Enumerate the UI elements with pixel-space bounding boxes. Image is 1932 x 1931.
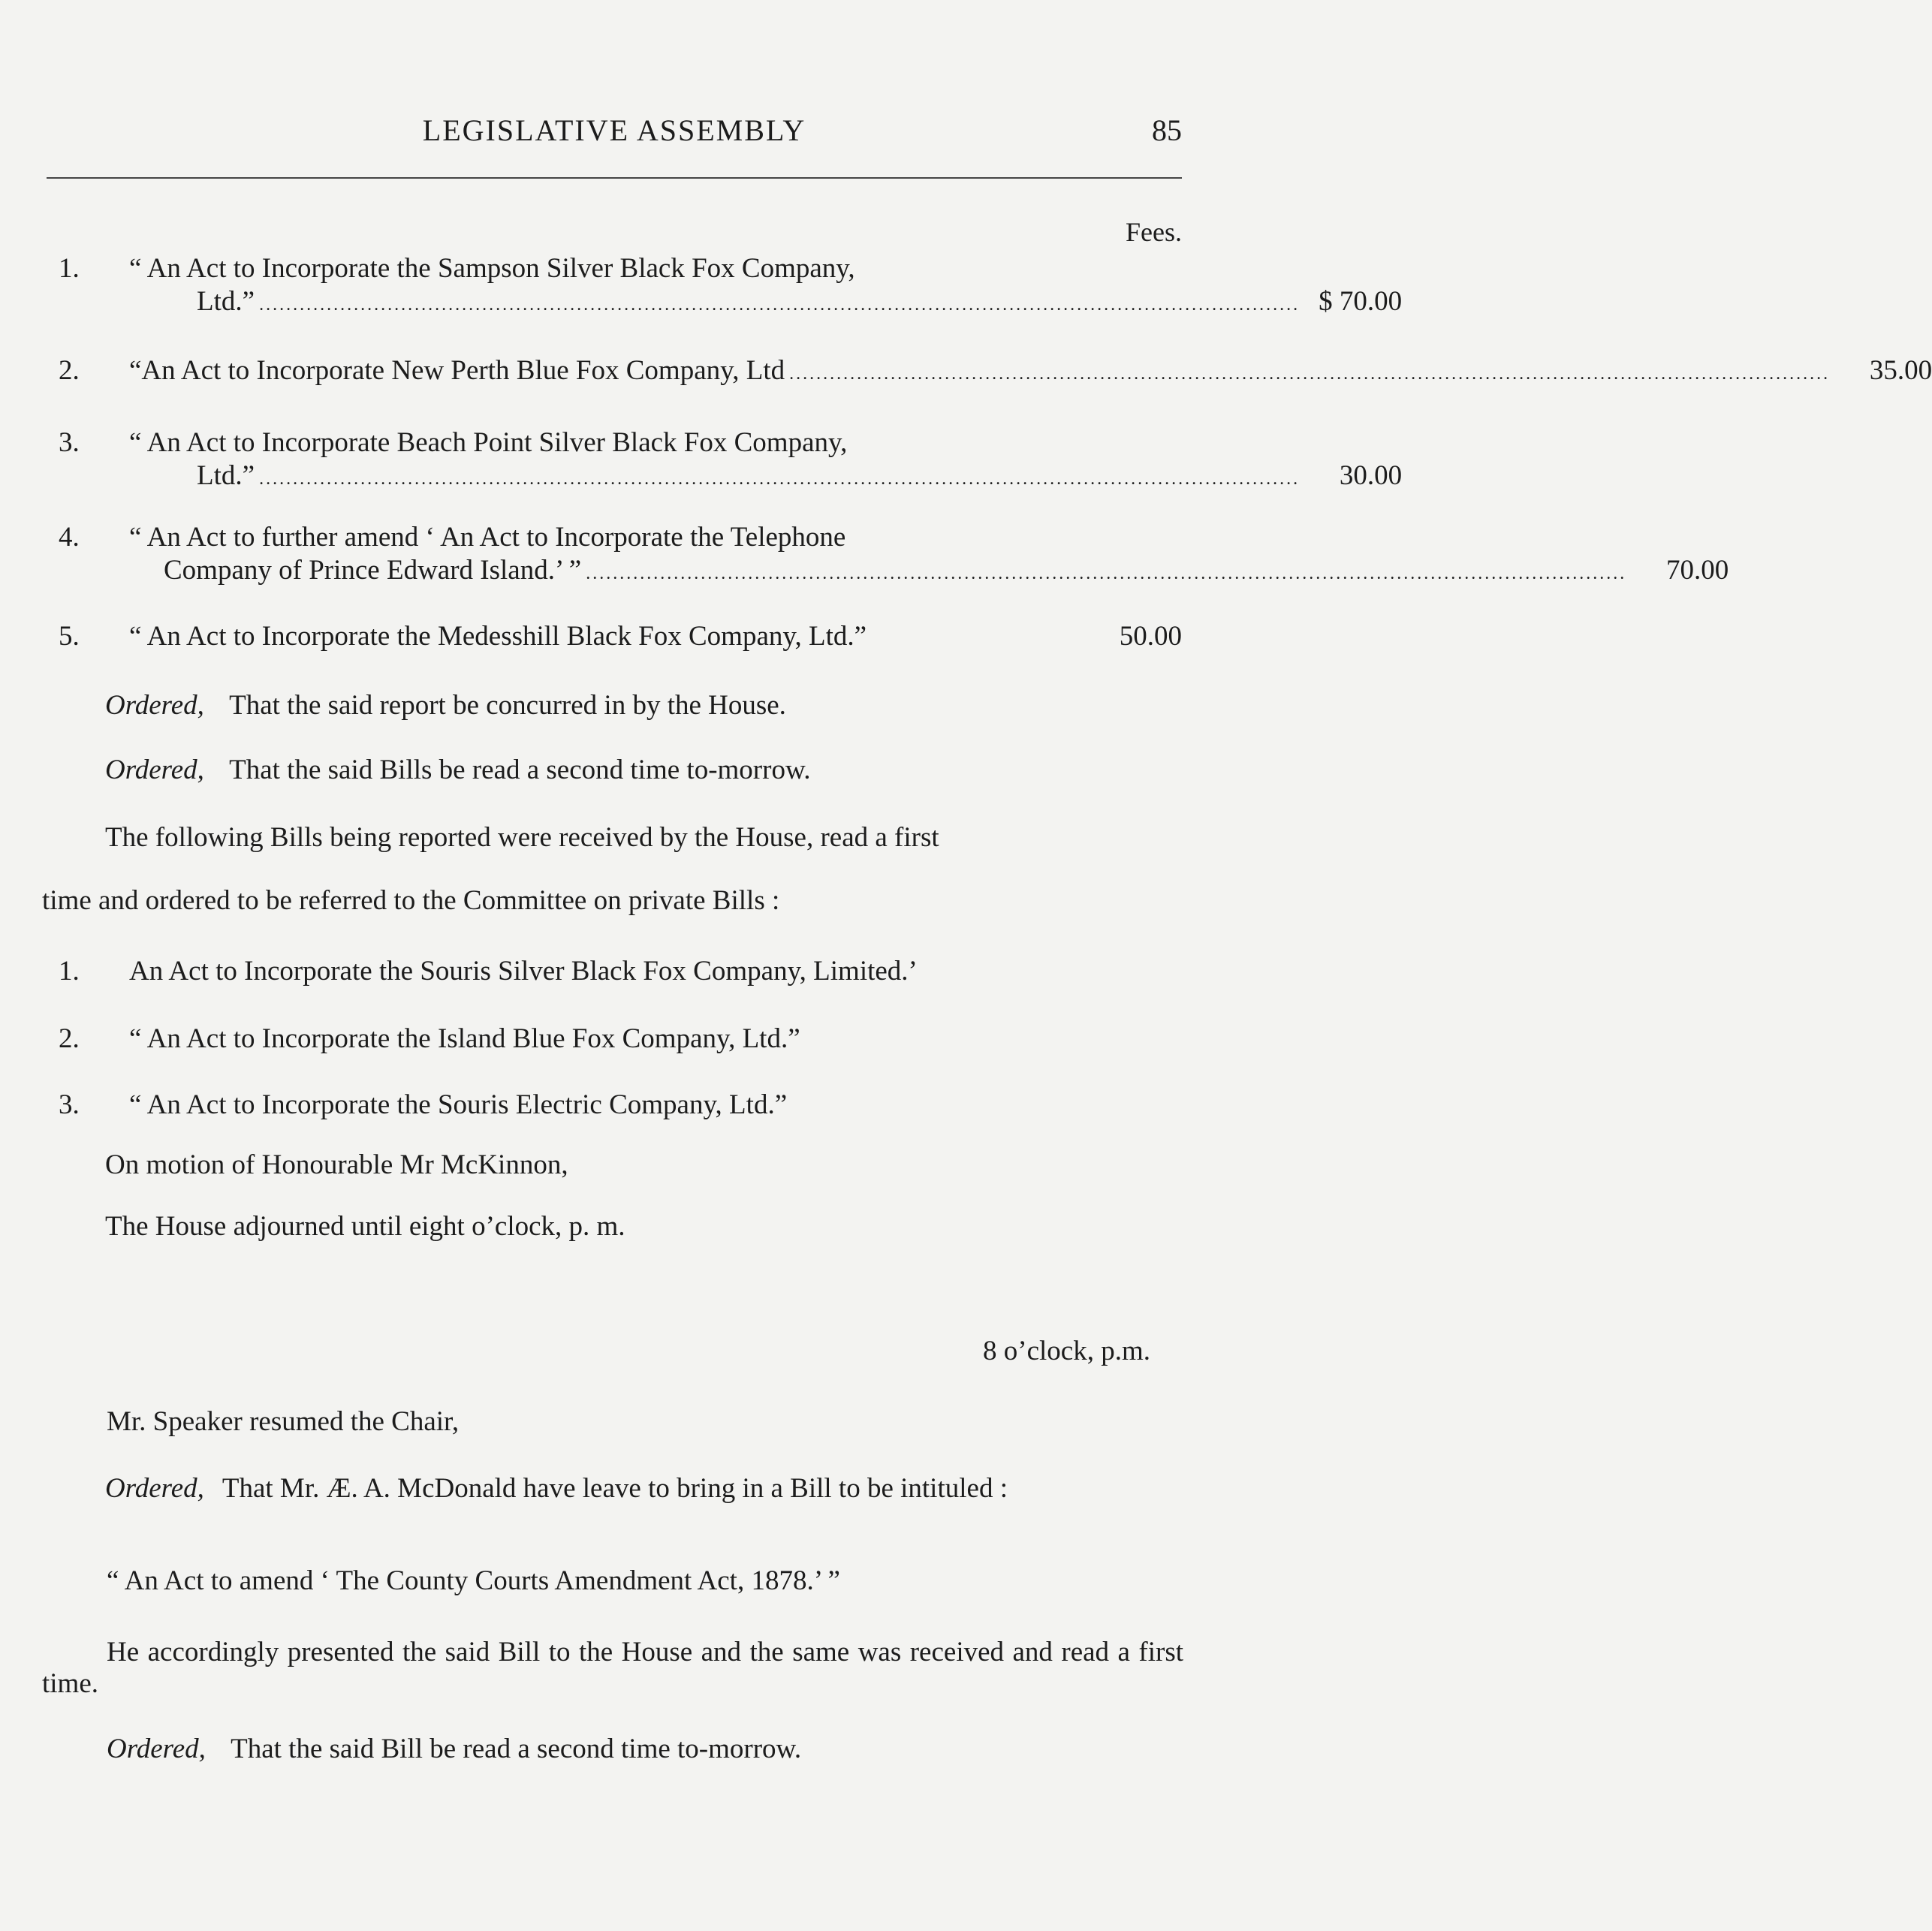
dot-leader: .......................................................................................................................................................... bbox=[586, 564, 1627, 583]
bill-title-cont: Company of Prince Edward Island.’ ” bbox=[164, 555, 582, 586]
time-stamp: 8 o’clock, p.m. bbox=[983, 1336, 1150, 1366]
ordered-text: That the said Bills be read a second time to-morrow. bbox=[229, 755, 811, 785]
dot-leader: .......................................................................................................................................................... bbox=[259, 295, 1301, 315]
fees-heading: Fees. bbox=[1126, 217, 1182, 247]
dot-leader: .......................................................................................................................................................... bbox=[259, 469, 1301, 489]
bill-title: “ An Act to Incorporate the Island Blue Fox Company, Ltd.” bbox=[129, 1023, 800, 1054]
ordered-label: Ordered, bbox=[107, 1734, 206, 1764]
referred-bill-2 bbox=[59, 1023, 800, 1055]
ordered-text: That the said Bill be read a second time to-morrow. bbox=[231, 1734, 802, 1764]
ordered-leave-paragraph bbox=[42, 1473, 1183, 1505]
presented-paragraph bbox=[42, 1637, 1183, 1700]
bill-fee: 50.00 bbox=[1119, 621, 1182, 652]
bill-number: 2. bbox=[59, 1023, 80, 1054]
bill-fee: 30.00 bbox=[1339, 460, 1403, 491]
bill-title: “An Act to Incorporate New Perth Blue Fox Company, Ltd bbox=[129, 355, 785, 386]
header-title: LEGISLATIVE ASSEMBLY bbox=[422, 113, 806, 147]
speaker-line: Mr. Speaker resumed the Chair, bbox=[107, 1406, 460, 1437]
following-bills-line2: time and ordered to be referred to the Committee on private Bills : bbox=[42, 885, 780, 916]
bill-fee: $ 70.00 bbox=[1319, 286, 1403, 317]
bill-title: “ An Act to Incorporate the Sampson Silver Black Fox Company, bbox=[129, 253, 855, 284]
presented-line1: He accordingly presented the said Bill to the House and the same was bbox=[107, 1637, 902, 1667]
bill-number: 5. bbox=[59, 621, 80, 652]
bill-number: 2. bbox=[59, 355, 80, 386]
dot-leader: .......................................................................................................................................................... bbox=[789, 364, 1831, 384]
ordered-text: That Mr. Æ. A. McDonald have leave to bring in a Bill to be bbox=[222, 1473, 894, 1504]
bill-fee: 35.00 bbox=[1869, 355, 1932, 386]
ordered-label: Ordered, bbox=[105, 690, 204, 721]
bill-number: 1. bbox=[59, 956, 80, 987]
referred-bill-1 bbox=[59, 955, 918, 987]
referred-bill-3 bbox=[59, 1089, 787, 1121]
following-bills-line1: The following Bills being reported were received by the House, read a first bbox=[105, 822, 939, 853]
motion-line: On motion of Honourable Mr McKinnon, bbox=[105, 1149, 568, 1180]
ordered-label: Ordered, bbox=[105, 1473, 204, 1504]
adjourned-line: The House adjourned until eight o’clock, p. m. bbox=[105, 1211, 625, 1242]
page-number: 85 bbox=[1152, 113, 1182, 147]
bill-title-quote: “ An Act to amend ‘ The County Courts Amendment Act, 1878.’ ” bbox=[107, 1565, 840, 1596]
ordered-second-reading bbox=[105, 754, 811, 787]
bill-number: 4. bbox=[59, 522, 80, 553]
ordered-label: Ordered, bbox=[105, 755, 204, 785]
bill-title: An Act to Incorporate the Souris Silver Black Fox Company, Limited.’ bbox=[129, 956, 918, 987]
presented-line2: received and read a first time. bbox=[42, 1637, 1184, 1699]
bill-number: 1. bbox=[59, 253, 80, 284]
bill-fee: 70.00 bbox=[1665, 555, 1729, 586]
ordered-report bbox=[105, 689, 786, 722]
bill-title-cont: Ltd.” bbox=[197, 460, 255, 491]
bill-number: 3. bbox=[59, 1089, 80, 1120]
bill-title: “ An Act to further amend ‘ An Act to Incorporate the Telephone bbox=[129, 522, 846, 553]
header-rule bbox=[47, 177, 1182, 179]
bill-title: “ An Act to Incorporate the Medesshill Black Fox Company, Ltd.” bbox=[129, 621, 867, 652]
bill-number: 3. bbox=[59, 427, 80, 458]
bill-title: “ An Act to Incorporate the Souris Electric Company, Ltd.” bbox=[129, 1089, 788, 1120]
page-header bbox=[47, 113, 1182, 155]
ordered-text-cont: intituled : bbox=[900, 1473, 1008, 1504]
ordered-bill-second-reading bbox=[107, 1733, 801, 1766]
ordered-text: That the said report be concurred in by the House. bbox=[229, 690, 786, 721]
bill-title-cont: Ltd.” bbox=[197, 286, 255, 317]
bill-title: “ An Act to Incorporate Beach Point Silver Black Fox Company, bbox=[129, 427, 848, 458]
